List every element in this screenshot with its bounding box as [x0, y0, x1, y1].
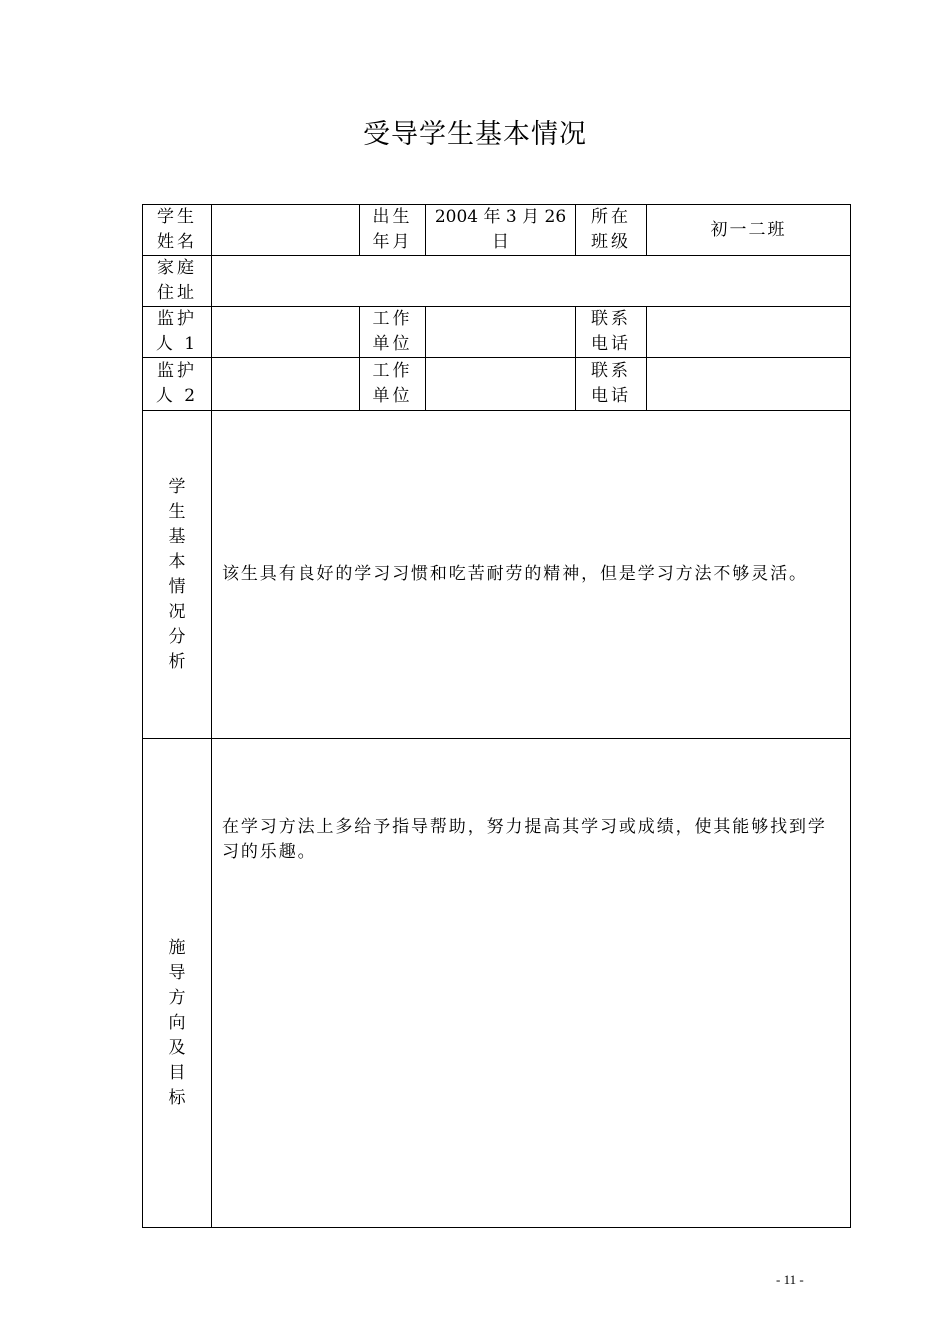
student-name-label: 学生 姓名 — [143, 205, 212, 256]
class-label: 所在 班级 — [576, 205, 647, 256]
page-title: 受导学生基本情况 — [363, 119, 587, 150]
home-address-value — [212, 256, 851, 307]
student-name-value — [212, 205, 360, 256]
guardian1-work-label: 工作 单位 — [360, 307, 426, 358]
birth-date-value: 2004 年 3 月 26 日 — [426, 205, 576, 256]
guardian1-value — [212, 307, 360, 358]
guardian1-work-value — [426, 307, 576, 358]
guardian2-work-label: 工作 单位 — [360, 358, 426, 411]
guardian1-label: 监护 人 1 — [143, 307, 212, 358]
guardian2-value — [212, 358, 360, 411]
guardian1-phone-label: 联系 电话 — [576, 307, 647, 358]
guardian2-work-value — [426, 358, 576, 411]
guardian2-phone-value — [647, 358, 851, 411]
guardian2-phone-label: 联系 电话 — [576, 358, 647, 411]
table-row — [143, 739, 851, 1228]
guardian1-phone-value — [647, 307, 851, 358]
home-address-label: 家庭 住址 — [143, 256, 212, 307]
table-row — [143, 411, 851, 739]
student-info-table — [142, 204, 851, 1228]
guidance-text: 在学习方法上多给予指导帮助，努力提高其学习或成绩，使其能够找到学习的乐趣。 — [212, 739, 851, 1228]
birth-date-label: 出生 年月 — [360, 205, 426, 256]
table-row — [143, 358, 851, 411]
analysis-label: 学 生 基 本 情 况 分 析 — [143, 411, 212, 739]
table-row — [143, 256, 851, 307]
analysis-text: 该生具有良好的学习习惯和吃苦耐劳的精神，但是学习方法不够灵活。 — [212, 411, 851, 739]
guardian2-label: 监护 人 2 — [143, 358, 212, 411]
table-row — [143, 307, 851, 358]
guidance-label: 施 导 方 向 及 目 标 — [143, 739, 212, 1228]
class-value: 初一二班 — [647, 205, 851, 256]
page-number: - 11 - — [776, 1272, 804, 1287]
table-row — [143, 205, 851, 256]
